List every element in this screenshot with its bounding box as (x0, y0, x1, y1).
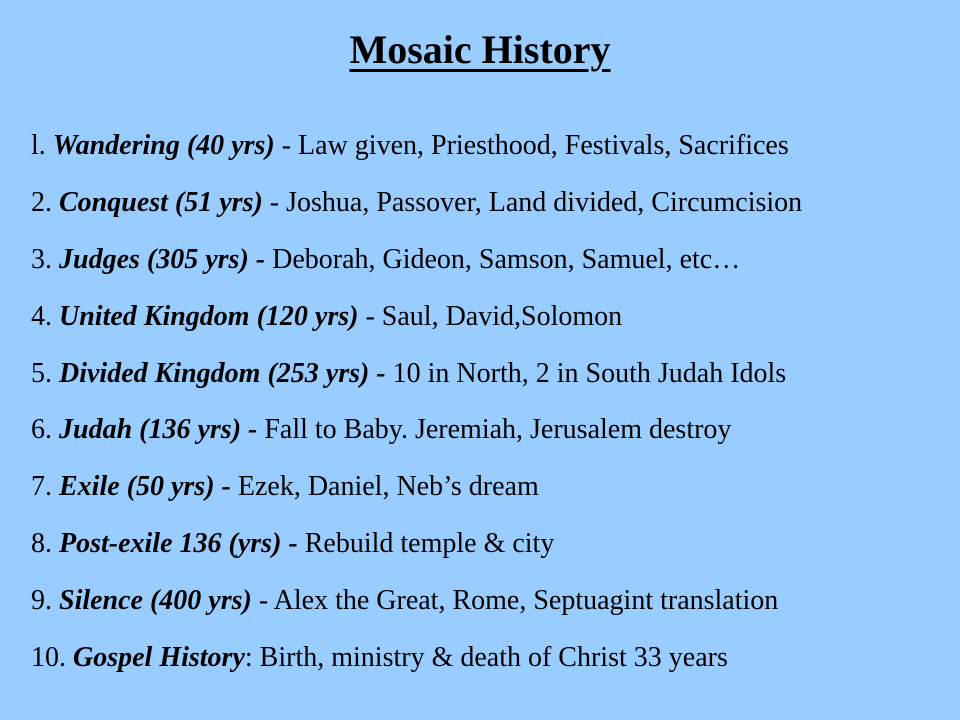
item-separator: - (251, 585, 274, 617)
item-number: 8. (31, 528, 59, 560)
item-number: 6. (31, 414, 59, 446)
period-description: Birth, ministry & death of Christ 33 years (259, 642, 728, 674)
period-description: Fall to Baby. Jeremiah, Jerusalem destroy (264, 414, 732, 446)
item-separator: - (358, 300, 382, 332)
item-number: 4. (31, 300, 59, 332)
item-number: l. (31, 130, 53, 161)
period-description: Alex the Great, Rome, Septuagint translation (273, 585, 779, 617)
period-name: United Kingdom (120 yrs) (59, 300, 359, 332)
item-separator: - (274, 130, 299, 161)
period-description: 10 in North, 2 in South Judah Idols (392, 357, 787, 389)
period-name: Silence (400 yrs) (59, 585, 252, 617)
period-description: Ezek, Daniel, Neb’s dream (237, 471, 539, 503)
period-description: Deborah, Gideon, Samson, Samuel, etc… (272, 243, 741, 275)
list-item (31, 232, 936, 289)
item-number: 10. (31, 642, 73, 674)
period-name: Conquest (51 yrs) (59, 186, 263, 218)
list-item (31, 516, 936, 573)
period-name: Post-exile 136 (yrs) - (59, 528, 298, 560)
period-description: Saul, David,Solomon (381, 300, 623, 332)
item-separator (386, 358, 393, 389)
item-separator (298, 528, 305, 559)
period-description: Rebuild temple & city (304, 528, 555, 560)
list-item (31, 118, 936, 175)
item-number: 5. (31, 357, 59, 389)
item-separator: : (244, 642, 260, 674)
period-description: Law given, Priesthood, Festivals, Sacrifices (298, 130, 789, 161)
list-item (31, 346, 936, 403)
period-name: Judges (305 yrs) - (59, 243, 266, 275)
item-number: 3. (31, 243, 59, 275)
item-number: 2. (31, 186, 59, 218)
item-number: 7. (31, 471, 59, 503)
item-number: 9. (31, 585, 59, 617)
list-item (31, 573, 936, 630)
item-separator: - (262, 186, 287, 218)
history-list (31, 118, 936, 687)
list-item (31, 175, 936, 232)
period-name: Exile (50 yrs) - (59, 471, 231, 503)
period-name: Judah (136 yrs) - (59, 414, 258, 446)
slide-title: Mosaic History (349, 27, 611, 72)
list-item (31, 289, 936, 346)
item-separator (231, 471, 238, 502)
list-item (31, 630, 936, 687)
list-item (31, 459, 936, 516)
period-name: Gospel History (73, 642, 245, 674)
period-name: Wandering (40 yrs) (52, 130, 275, 161)
period-name: Divided Kingdom (253 yrs) - (59, 357, 386, 389)
period-description: Joshua, Passover, Land divided, Circumcision (286, 186, 803, 218)
list-item (31, 402, 936, 459)
